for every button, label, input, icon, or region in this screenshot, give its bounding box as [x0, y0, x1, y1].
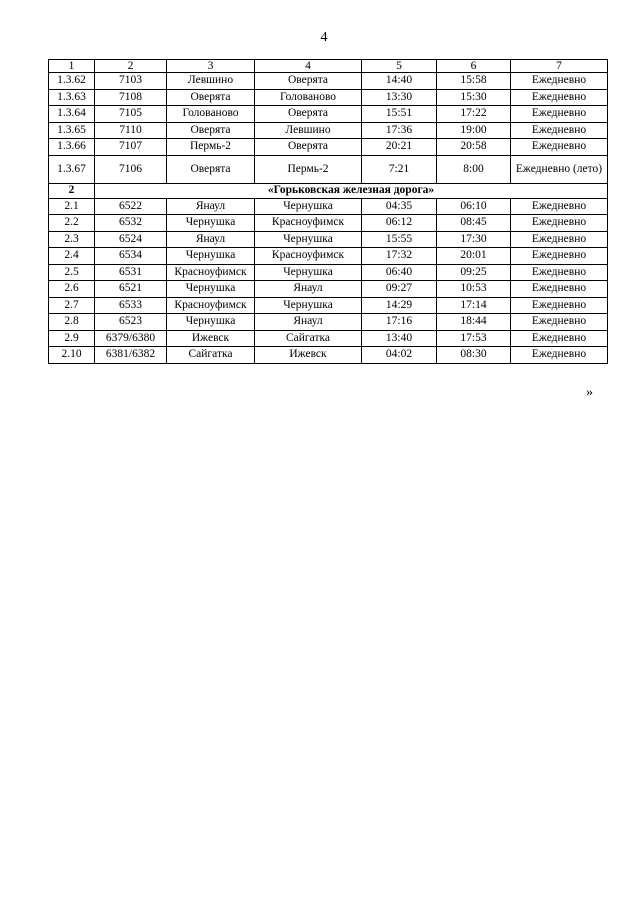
arrival-time-cell: 20:01 [437, 248, 511, 265]
train-number-cell: 7105 [95, 106, 167, 123]
departure-station-cell: Чернушка [167, 248, 255, 265]
row-number-cell: 2.3 [49, 231, 95, 248]
train-number-cell: 7106 [95, 155, 167, 183]
row-number-cell: 1.3.62 [49, 73, 95, 90]
arrival-station-cell: Янаул [255, 314, 362, 331]
row-number-cell: 1.3.65 [49, 122, 95, 139]
departure-time-cell: 04:35 [362, 198, 437, 215]
table-row [49, 248, 608, 265]
departure-station-cell: Чернушка [167, 281, 255, 298]
table-row [49, 139, 608, 156]
table-row [49, 198, 608, 215]
table-row [49, 122, 608, 139]
train-number-cell: 6532 [95, 215, 167, 232]
arrival-time-cell: 10:53 [437, 281, 511, 298]
departure-time-cell: 7:21 [362, 155, 437, 183]
column-header: 6 [437, 60, 511, 73]
departure-station-cell: Красноуфимск [167, 297, 255, 314]
arrival-station-cell: Пермь-2 [255, 155, 362, 183]
section-title: «Горьковская железная дорога» [95, 183, 608, 198]
departure-time-cell: 17:36 [362, 122, 437, 139]
column-header: 2 [95, 60, 167, 73]
arrival-time-cell: 15:58 [437, 73, 511, 90]
train-number-cell: 6533 [95, 297, 167, 314]
train-number-cell: 7110 [95, 122, 167, 139]
header-row [49, 60, 608, 73]
arrival-time-cell: 20:58 [437, 139, 511, 156]
train-number-cell: 6524 [95, 231, 167, 248]
schedule-days-cell: Ежедневно [511, 281, 608, 298]
closing-quote-mark: » [586, 385, 593, 400]
departure-station-cell: Оверята [167, 89, 255, 106]
arrival-station-cell: Чернушка [255, 231, 362, 248]
schedule-days-cell: Ежедневно [511, 297, 608, 314]
departure-time-cell: 09:27 [362, 281, 437, 298]
row-number-cell: 2.9 [49, 330, 95, 347]
schedule-table [48, 59, 608, 364]
arrival-station-cell: Сайгатка [255, 330, 362, 347]
table-row [49, 281, 608, 298]
schedule-days-cell: Ежедневно [511, 122, 608, 139]
departure-station-cell: Левшино [167, 73, 255, 90]
arrival-time-cell: 15:30 [437, 89, 511, 106]
arrival-time-cell: 08:30 [437, 347, 511, 364]
row-number-cell: 2.1 [49, 198, 95, 215]
row-number-cell: 2.8 [49, 314, 95, 331]
train-number-cell: 6381/6382 [95, 347, 167, 364]
departure-station-cell: Чернушка [167, 215, 255, 232]
section-row [49, 183, 608, 198]
schedule-days-cell: Ежедневно [511, 139, 608, 156]
table-row [49, 215, 608, 232]
schedule-days-cell: Ежедневно [511, 231, 608, 248]
schedule-days-cell: Ежедневно [511, 264, 608, 281]
arrival-station-cell: Красноуфимск [255, 248, 362, 265]
train-number-cell: 6521 [95, 281, 167, 298]
row-number-cell: 2.7 [49, 297, 95, 314]
arrival-time-cell: 09:25 [437, 264, 511, 281]
train-number-cell: 7108 [95, 89, 167, 106]
schedule-days-cell: Ежедневно [511, 215, 608, 232]
row-number-cell: 2.6 [49, 281, 95, 298]
departure-station-cell: Янаул [167, 231, 255, 248]
page-number: 4 [320, 30, 328, 45]
departure-time-cell: 13:40 [362, 330, 437, 347]
table-row [49, 73, 608, 90]
row-number-cell: 1.3.64 [49, 106, 95, 123]
table-row [49, 231, 608, 248]
arrival-time-cell: 17:30 [437, 231, 511, 248]
arrival-station-cell: Оверята [255, 106, 362, 123]
arrival-station-cell: Красноуфимск [255, 215, 362, 232]
departure-station-cell: Голованово [167, 106, 255, 123]
departure-time-cell: 15:55 [362, 231, 437, 248]
table-row [49, 347, 608, 364]
train-number-cell: 6522 [95, 198, 167, 215]
departure-time-cell: 20:21 [362, 139, 437, 156]
departure-station-cell: Пермь-2 [167, 139, 255, 156]
arrival-time-cell: 19:00 [437, 122, 511, 139]
departure-station-cell: Ижевск [167, 330, 255, 347]
arrival-time-cell: 17:14 [437, 297, 511, 314]
train-number-cell: 6534 [95, 248, 167, 265]
departure-time-cell: 13:30 [362, 89, 437, 106]
arrival-station-cell: Чернушка [255, 297, 362, 314]
arrival-station-cell: Оверята [255, 139, 362, 156]
departure-time-cell: 14:40 [362, 73, 437, 90]
schedule-days-cell: Ежедневно [511, 198, 608, 215]
train-number-cell: 6531 [95, 264, 167, 281]
table-row [49, 297, 608, 314]
column-header: 4 [255, 60, 362, 73]
arrival-station-cell: Голованово [255, 89, 362, 106]
departure-time-cell: 06:12 [362, 215, 437, 232]
arrival-time-cell: 17:22 [437, 106, 511, 123]
departure-station-cell: Оверята [167, 155, 255, 183]
arrival-time-cell: 8:00 [437, 155, 511, 183]
table-section [49, 183, 608, 198]
departure-station-cell: Красноуфимск [167, 264, 255, 281]
arrival-station-cell: Ижевск [255, 347, 362, 364]
departure-station-cell: Сайгатка [167, 347, 255, 364]
row-number-cell: 1.3.66 [49, 139, 95, 156]
schedule-days-cell: Ежедневно [511, 89, 608, 106]
train-number-cell: 6379/6380 [95, 330, 167, 347]
schedule-days-cell: Ежедневно [511, 347, 608, 364]
row-number-cell: 2.5 [49, 264, 95, 281]
schedule-days-cell: Ежедневно [511, 73, 608, 90]
departure-station-cell: Янаул [167, 198, 255, 215]
row-number-cell: 2.4 [49, 248, 95, 265]
table-body-bottom [49, 198, 608, 363]
arrival-station-cell: Оверята [255, 73, 362, 90]
departure-time-cell: 06:40 [362, 264, 437, 281]
departure-time-cell: 15:51 [362, 106, 437, 123]
train-number-cell: 6523 [95, 314, 167, 331]
table-row [49, 314, 608, 331]
arrival-station-cell: Чернушка [255, 264, 362, 281]
train-number-cell: 7103 [95, 73, 167, 90]
schedule-days-cell: Ежедневно [511, 330, 608, 347]
table-row [49, 264, 608, 281]
departure-time-cell: 14:29 [362, 297, 437, 314]
arrival-time-cell: 06:10 [437, 198, 511, 215]
train-number-cell: 7107 [95, 139, 167, 156]
column-header: 3 [167, 60, 255, 73]
table-row [49, 155, 608, 183]
arrival-station-cell: Янаул [255, 281, 362, 298]
arrival-station-cell: Левшино [255, 122, 362, 139]
column-header: 5 [362, 60, 437, 73]
arrival-station-cell: Чернушка [255, 198, 362, 215]
departure-time-cell: 17:32 [362, 248, 437, 265]
row-number-cell: 2.2 [49, 215, 95, 232]
schedule-days-cell: Ежедневно [511, 248, 608, 265]
departure-station-cell: Оверята [167, 122, 255, 139]
schedule-days-cell: Ежедневно [511, 106, 608, 123]
departure-time-cell: 17:16 [362, 314, 437, 331]
arrival-time-cell: 08:45 [437, 215, 511, 232]
arrival-time-cell: 18:44 [437, 314, 511, 331]
section-number: 2 [49, 183, 95, 198]
column-header: 1 [49, 60, 95, 73]
arrival-time-cell: 17:53 [437, 330, 511, 347]
row-number-cell: 1.3.67 [49, 155, 95, 183]
row-number-cell: 1.3.63 [49, 89, 95, 106]
table-body-top [49, 73, 608, 184]
schedule-days-cell: Ежедневно [511, 314, 608, 331]
table-row [49, 89, 608, 106]
table-row [49, 330, 608, 347]
departure-time-cell: 04:02 [362, 347, 437, 364]
column-header: 7 [511, 60, 608, 73]
schedule-days-cell: Ежедневно (лето) [511, 155, 608, 183]
table-row [49, 106, 608, 123]
departure-station-cell: Чернушка [167, 314, 255, 331]
row-number-cell: 2.10 [49, 347, 95, 364]
